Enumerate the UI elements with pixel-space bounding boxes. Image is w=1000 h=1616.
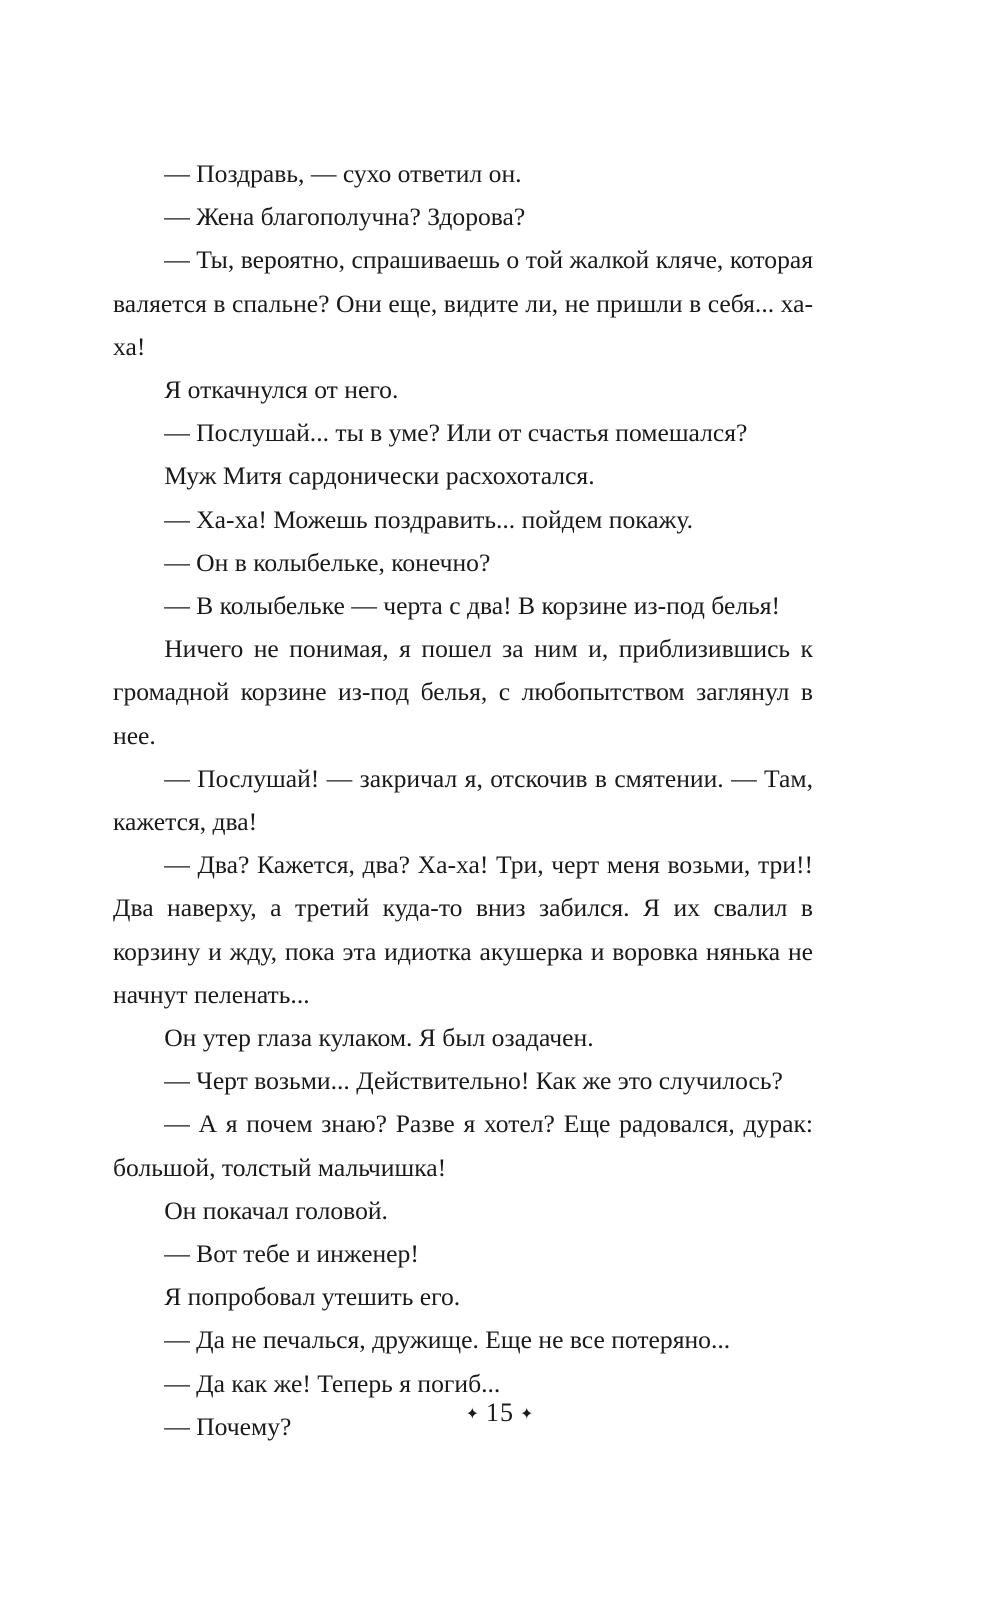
paragraph: — Жена благополучна? Здорова? — [164, 202, 526, 232]
paragraph: Муж Митя сардонически расхохотался. — [164, 461, 595, 491]
ornament-left-icon: ✦ — [465, 1406, 480, 1423]
paragraph: — Послушай... ты в уме? Или от счастья помешался? — [164, 418, 748, 448]
paragraph: — Послушай! — закричал я, отскочив в смятении. — Там, кажется, два! — [113, 763, 813, 837]
paragraph: — Ты, вероятно, спрашиваешь о той жалкой кляче, которая валяется в спальне? Они еще, видите ли, не пришли в себя... ха-ха! — [113, 245, 813, 361]
paragraph: — Да не печалься, дружище. Еще не все потеряно... — [164, 1325, 731, 1355]
paragraph: — Ха-ха! Можешь поздравить... пойдем покажу. — [164, 504, 693, 534]
paragraph: Он покачал головой. — [164, 1195, 388, 1225]
paragraph: Я откачнулся от него. — [164, 375, 399, 405]
paragraph: — Вот тебе и инженер! — [164, 1239, 419, 1269]
paragraph: Ничего не понимая, я пошел за ним и, приблизившись к громадной корзине из-под белья, с любопытством заглянул в нее. — [113, 634, 813, 750]
paragraph: — Почему? — [164, 1411, 292, 1441]
paragraph: — Поздравь, — сухо ответил он. — [164, 159, 522, 188]
ornament-right-icon: ✦ — [520, 1406, 535, 1423]
paragraph: — В колыбельке — черта с два! В корзине из-под белья! — [164, 591, 781, 621]
paragraph: Я попробовал утешить его. — [164, 1282, 461, 1312]
paragraph: — Да как же! Теперь я погиб... — [164, 1368, 501, 1398]
paragraph: — Он в колыбельке, конечно? — [164, 547, 491, 577]
paragraph: — А я почем знаю? Разве я хотел? Еще радовался, дурак: большой, толстый мальчишка! — [113, 1109, 813, 1182]
paragraph: Он утер глаза кулаком. Я был озадачен. — [164, 1023, 594, 1053]
page-body-text — [113, 152, 813, 1448]
paragraph: — Два? Кажется, два? Ха-ха! Три, черт меня возьми, три!! Два наверху, а третий куда-то вниз забился. Я их свалил в корзину и жду, пока эта идиотка акушерка и воровка нянька не начнут пеленать... — [113, 850, 813, 1009]
page-footer-folio — [0, 1398, 1000, 1428]
page-number: 15 — [486, 1398, 514, 1427]
paragraph: — Черт возьми... Действительно! Как же это случилось? — [164, 1066, 783, 1096]
